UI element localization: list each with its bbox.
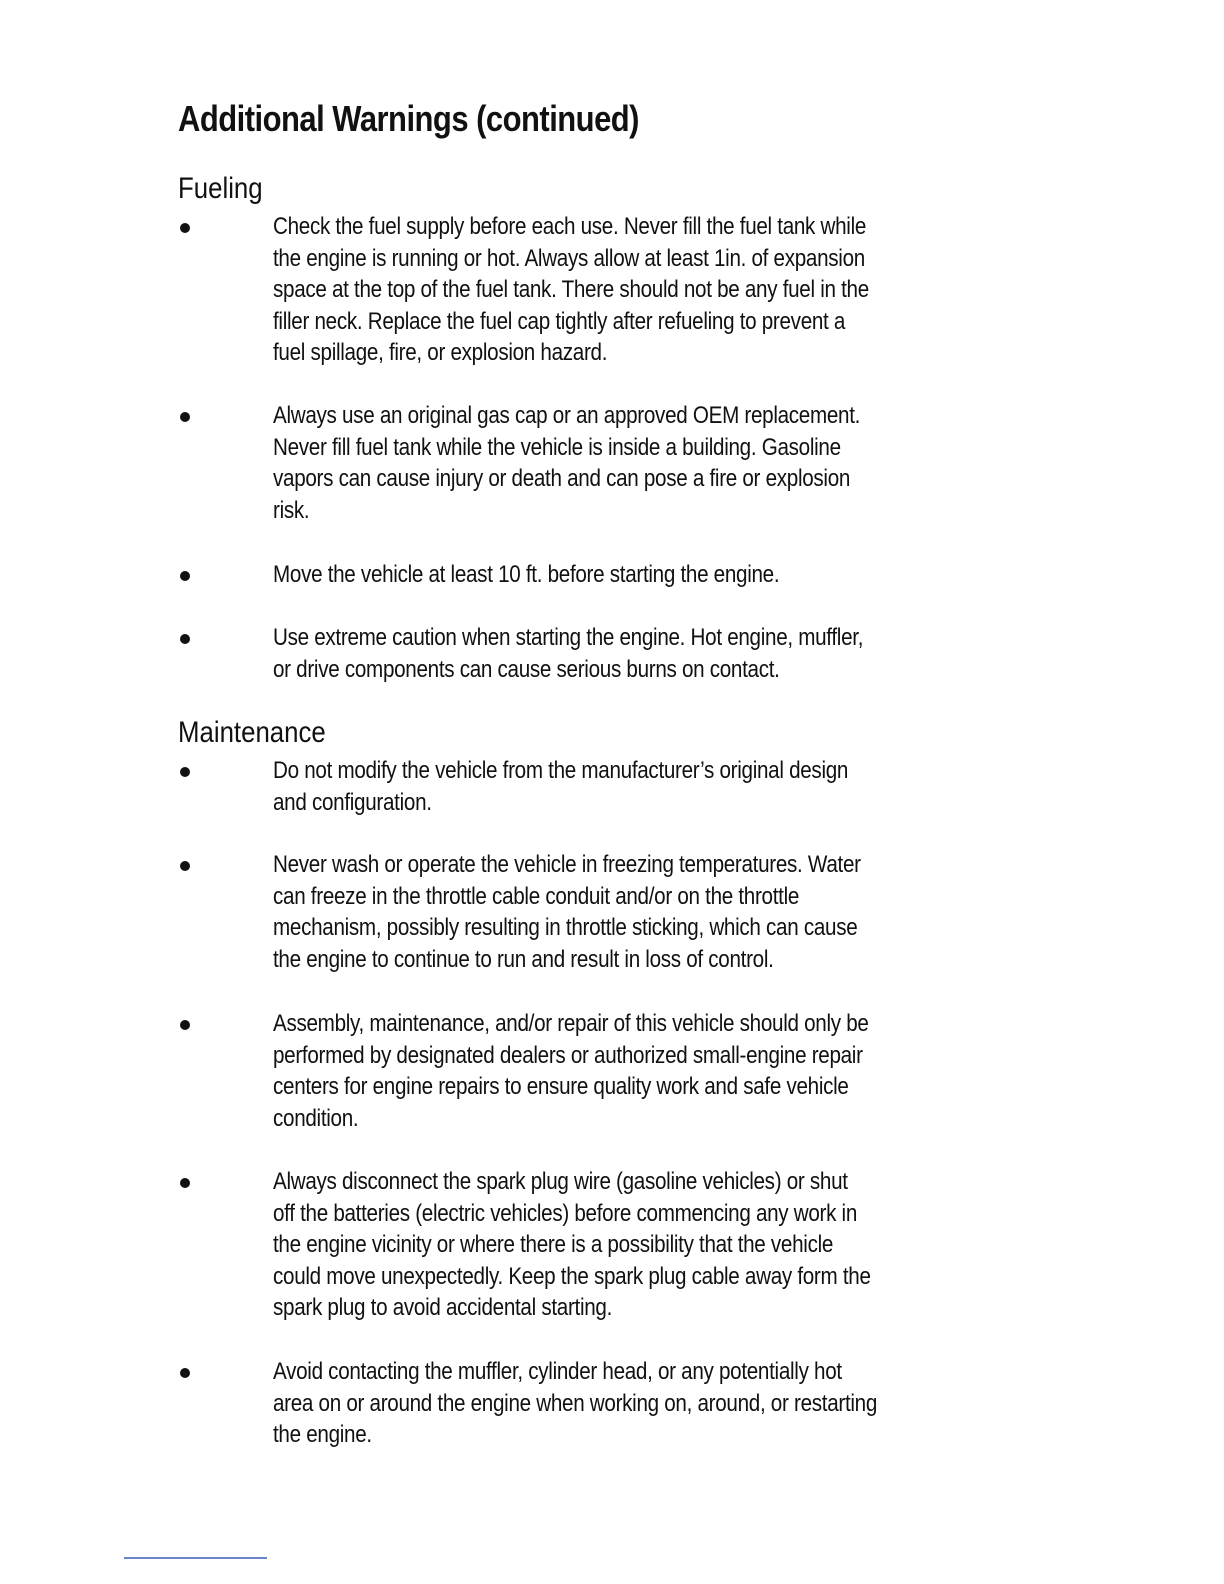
bullet-icon [180,223,190,233]
section-heading-maintenance: Maintenance [178,716,326,749]
bullet-icon [180,767,190,777]
list-item-text: Never wash or operate the vehicle in freezing temperatures. Water can freeze in the throttle cable conduit and/or on the throttle mechanism, possibly resulting in throttle sticking, which can cause the engine to continue to run and result in loss of control. [273,851,861,973]
list-item-text: Do not modify the vehicle from the manufacturer’s original design and configuration. [273,757,849,816]
bullet-icon [180,1178,190,1188]
bullet-icon [180,634,190,644]
page-title: Additional Warnings (continued) [178,98,639,139]
bullet-icon [180,412,190,422]
list-item-text: Always use an original gas cap or an approved OEM replacement. Never fill fuel tank while the vehicle is inside a building. Gasoline vapors can cause injury or death and can pose a fire or explosion risk. [273,402,861,524]
list-item-text: Check the fuel supply before each use. Never fill the fuel tank while the engine is running or hot. Always allow at least 1in. of expansion space at the top of the fuel tank. There should not be any fuel in the filler neck. Replace the fuel cap tightly after refueling to prevent a fuel spillage, fire, or explosion hazard. [273,213,869,367]
bullet-icon [180,1020,190,1030]
bullet-icon [180,1368,190,1378]
list-item-text: Use extreme caution when starting the engine. Hot engine, muffler, or drive components can cause serious burns on contact. [273,624,864,683]
list-item-text: Avoid contacting the muffler, cylinder head, or any potentially hot area on or around the engine when working on, around, or restarting the engine. [273,1358,878,1449]
bullet-icon [180,861,190,871]
list-item-text: Assembly, maintenance, and/or repair of this vehicle should only be performed by designated dealers or authorized small-engine repair centers for engine repairs to ensure quality work and safe vehicle condition. [273,1010,869,1132]
footnote-separator [124,1557,267,1559]
section-heading-fueling: Fueling [178,172,263,205]
bullet-icon [180,571,190,581]
list-item-text: Move the vehicle at least 10 ft. before starting the engine. [273,561,780,588]
list-item-text: Always disconnect the spark plug wire (gasoline vehicles) or shut off the batteries (electric vehicles) before commencing any work in the engine vicinity or where there is a possibility that the vehicle could move unexpectedly. Keep the spark plug cable away form the spark plug to avoid accidental starting. [273,1168,871,1322]
